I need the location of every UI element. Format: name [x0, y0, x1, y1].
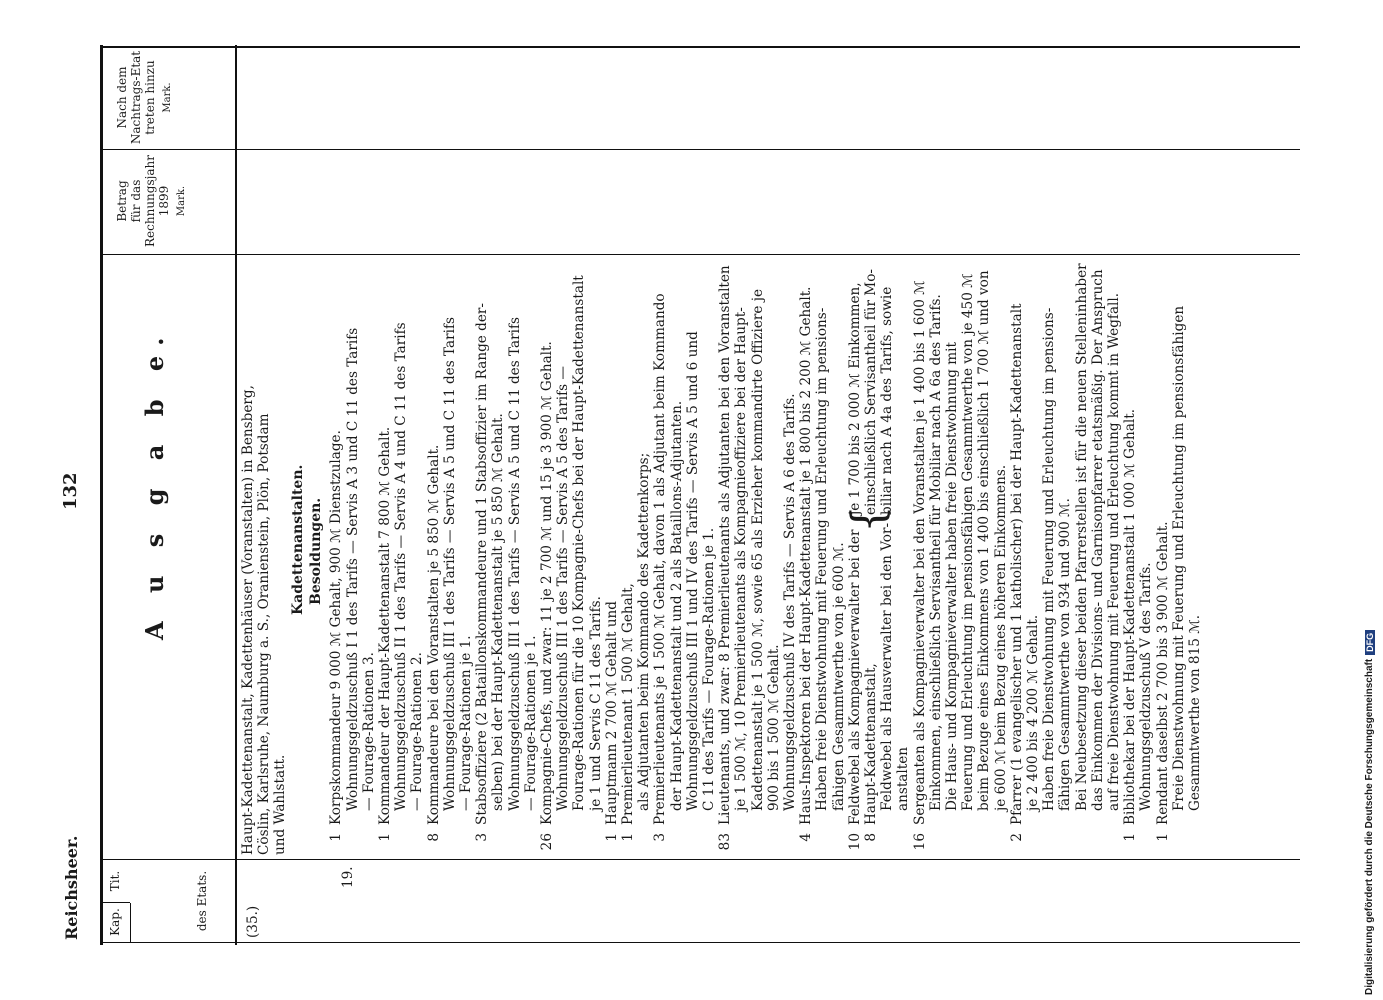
col-rule-betrag: [100, 149, 1300, 150]
entry-line: Kadettenanstalt je 1 500 ℳ, sowie 65 als Erzieher kommandirte Offiziere je: [749, 289, 766, 811]
entry-line: Gesammtwerthe von 815 ℳ.: [1187, 614, 1203, 811]
kap-tit-split: [100, 902, 130, 903]
entry-line: Einkommen, einschließlich Servisantheil für Mobiliar nach A 6a des Tarifs.: [927, 294, 944, 811]
entry-line: C 11 des Tarifs — Fourage-Rationen je 1.: [701, 527, 717, 811]
entry-line: anstalten: [895, 746, 912, 811]
kap-value: (35.): [245, 905, 261, 938]
col-etats-header: des Etats.: [195, 870, 209, 932]
entry-line: Pfarrer (1 evangelischer und 1 katholischer) bei der Haupt-Kadettenanstalt: [1008, 303, 1025, 825]
entry-line: Wohnungsgeldzuschuß V des Tarifs.: [1138, 562, 1155, 811]
entry-count: 1: [620, 833, 636, 842]
entry-line: Wohnungsgeldzuschuß III 1 des Tarifs — Servis A 5 und C 11 des Tarifs: [441, 317, 458, 811]
entry-count: 1: [377, 833, 393, 842]
entry-count: 16: [911, 833, 928, 851]
entry-line: Haupt-Kadettenanstalt,: [863, 663, 879, 825]
col-betrag-header: Betrag für das Rechnungsjahr 1899 Mark.: [115, 155, 187, 247]
entry-count: 1: [1122, 833, 1139, 842]
table-header-rule: [235, 45, 237, 945]
entry-line: Wohnungsgeldzuschuß I 1 des Tarifs — Servis A 3 und C 11 des Tarifs: [344, 327, 361, 811]
entry-line: je 1 und Servis C 11 des Tarifs.: [587, 596, 604, 811]
entry-line: Die Haus- und Kompagnieverwalter haben freie Dienstwohnung mit: [944, 342, 960, 811]
intro: Haupt-Kadettenanstalt, Kadettenhäuser (Voranstalten) in Bensberg, Cöslin, Karlsruhe, Naumburg a. S., Oranienstein, Plön, Potsdam und Wahlstatt.: [240, 385, 289, 855]
entry-count: 10: [846, 833, 863, 851]
entry-line: fähigen Gesammtwerthe von je 600 ℳ.: [830, 542, 847, 811]
heading-kadettenanstalten: Kadettenanstalten.: [290, 464, 306, 615]
col-nachtrag-header: Nach dem Nachtrags-Etat treten hinzu Mark.: [115, 50, 173, 145]
entry-line: Kompagnie-Chefs, und zwar: 11 je 2 700 ℳ und 15 je 3 900 ℳ Gehalt.: [539, 341, 555, 825]
col-rule-text: [100, 254, 1300, 255]
entry-line: Bei Neubesetzung dieser beiden Pfarrerstellen ist für die neuen Stelleninhaber: [1073, 263, 1090, 811]
page-number: 132: [60, 472, 81, 510]
col-rule-tit: [100, 859, 1300, 860]
entry-line: Hauptmann 2 700 ℳ Gehalt und: [603, 601, 620, 825]
entry-line: der Haupt-Kadettenanstalt und 2 als Bataillons-Adjutanten.: [668, 400, 685, 811]
entry-line: Haus-Inspektoren bei der Haupt-Kadettenanstalt je 1 800 bis 2 200 ℳ Gehalt.: [798, 286, 815, 825]
entry-line: je 1 500 ℳ, 10 Premierlieutenants als Kompagnieoffiziere bei der Haupt-: [733, 307, 750, 811]
entry-line: — Fourage-Rationen je 1.: [522, 635, 539, 811]
entry-line: Kommandeure bei den Voranstalten je 5 850 ℳ Gehalt.: [425, 444, 442, 825]
entry-line: fähigen Gesammtwerthe von 934 und 900 ℳ.: [1057, 498, 1074, 811]
entry-line: — Fourage-Rationen je 1.: [458, 635, 474, 811]
entry-line: Premierlieutenant 1 500 ℳ Gehalt,: [620, 583, 636, 825]
brace-line: einschließlich Servisantheil für Mo-: [863, 269, 879, 515]
brace-line: biliar nach A 4a des Tarifs, sowie: [879, 286, 896, 515]
col-kap-header: Kap.: [108, 908, 122, 936]
entry-line: Korpskommandeur 9 000 ℳ Gehalt, 900 ℳ Dienstzulage.: [328, 430, 345, 825]
entry-line: — Fourage-Rationen 3.: [360, 652, 377, 811]
dfg-sidebar: [1360, 0, 1383, 1000]
entry-line: Wohnungsgeldzuschuß III 1 des Tarifs — Servis A 5 und C 11 des Tarifs: [506, 317, 523, 811]
entry-count: 4: [798, 833, 815, 842]
entry-line: Wohnungsgeldzuschuß III 1 und IV des Tarifs — Servis A 5 und 6 und: [684, 331, 701, 811]
entry-count: 83: [717, 833, 734, 851]
entry-line: Haben freie Dienstwohnung mit Feuerung und Erleuchtung im pensions-: [814, 307, 831, 811]
entry-line: Bibliothekar bei der Haupt-Kadettenanstalt 1 000 ℳ Gehalt.: [1122, 408, 1139, 825]
entry-line: 900 bis 1 500 ℳ Gehalt.: [765, 644, 782, 811]
brace-line: je 1 700 bis 2 000 ℳ Einkommen,: [846, 282, 863, 515]
section-title: A u s g a b e.: [140, 327, 169, 640]
entry-line: Wohnungsgeldzuschuß II 1 des Tarifs — Servis A 4 und C 11 des Tarifs: [393, 322, 410, 811]
entry-count: 8: [425, 833, 442, 842]
entry-line: Kommandeur der Haupt-Kadettenanstalt 7 800 ℳ Gehalt.: [377, 426, 393, 825]
entry-line: Premierlieutenants je 1 500 ℳ Gehalt, davon 1 als Adjutant beim Kommando: [652, 293, 669, 825]
col-rule-right: [100, 46, 1300, 48]
entry-count: 2: [1008, 833, 1025, 842]
entry-line: Sergeanten als Kompagnieverwalter bei den Voranstalten je 1 400 bis 1 600 ℳ: [911, 280, 928, 825]
entry-line: Lieutenants, und zwar: 8 Premierlieutenants als Adjutanten bei den Voranstalten: [717, 265, 734, 825]
entry-line: Rendant daselbst 2 700 bis 3 900 ℳ Gehalt.: [1154, 521, 1171, 825]
entry-line: Stabsoffiziere (2 Bataillonskommandeure und 1 Stabsoffizier im Range der-: [474, 303, 491, 825]
entry-line: je 2 400 bis 4 200 ℳ Gehalt.: [1025, 614, 1041, 811]
entry-line: Feuerung und Erleuchtung im pensionsfähigen Gesammtwerthe von je 450 ℳ: [960, 273, 977, 811]
entry-count: 3: [652, 833, 669, 842]
entry-line: — Fourage-Rationen 2.: [409, 652, 426, 811]
entry-line: beim Bezuge eines Einkommens von 1 400 bis einschließlich 1 700 ℳ und von: [976, 270, 993, 811]
heading-besoldungen: Besoldungen.: [308, 497, 325, 605]
entry-count: 8: [863, 833, 879, 842]
entry-line: Wohnungsgeldzuschuß IV des Tarifs — Servis A 6 des Tarifs.: [782, 393, 798, 811]
tit-value: 19.: [340, 866, 356, 888]
table-top-rule: [100, 45, 103, 945]
entry-line: selben) bei der Haupt-Kadettenanstalt je 5 850 ℳ Gehalt.: [490, 413, 507, 811]
entry-count: 1: [1154, 833, 1171, 842]
entry-line: Freie Dienstwohnung mit Feuerung und Erleuchtung im pensionsfähigen: [1170, 305, 1187, 811]
body-text: [240, 260, 289, 855]
brace-glyph: {: [842, 505, 894, 533]
entry-line: das Einkommen der Divisions- und Garnisonpfarrer etatsmäßig. Der Anspruch: [1089, 269, 1106, 811]
col-tit-header: Tit.: [108, 870, 122, 892]
kap-tit-divider: [130, 903, 131, 943]
dfg-credit: Digitalisierung gefördert durch die Deutsche Forschungsgemeinschaft: [1364, 658, 1375, 995]
entry-count: 3: [474, 833, 491, 842]
entry-line: Haben freie Dienstwohnung mit Feuerung und Erleuchtung im pensions-: [1041, 307, 1058, 811]
entry-line: Wohnungsgeldzuschuß III 1 des Tarifs — Servis A 5 des Tarifs —: [555, 365, 572, 811]
entry-line: je 600 ℳ beim Bezug eines höheren Einkommens.: [992, 464, 1009, 811]
entry-line: auf freie Dienstwohnung mit Feuerung und Erleuchtung kommt in Wegfall.: [1106, 292, 1122, 811]
entry-line: Feldwebel als Kompagnieverwalter bei der: [846, 529, 863, 825]
entry-count: 26: [539, 833, 555, 851]
entry-line: Fourage-Rationen für die 10 Kompagnie-Chefs bei der Haupt-Kadettenanstalt: [571, 275, 588, 811]
entry-count: 1: [328, 833, 345, 842]
entry-line: als Adjutanten beim Kommando des Kadettenkorps;: [636, 452, 653, 811]
entry-line: Feldwebel als Hausverwalter bei den Vor-: [879, 522, 896, 811]
col-rule-left: [100, 942, 1300, 943]
entry-count: 1: [603, 833, 620, 842]
running-title: Reichsheer.: [62, 835, 81, 940]
dfg-logo-icon: DFG: [1365, 630, 1375, 655]
